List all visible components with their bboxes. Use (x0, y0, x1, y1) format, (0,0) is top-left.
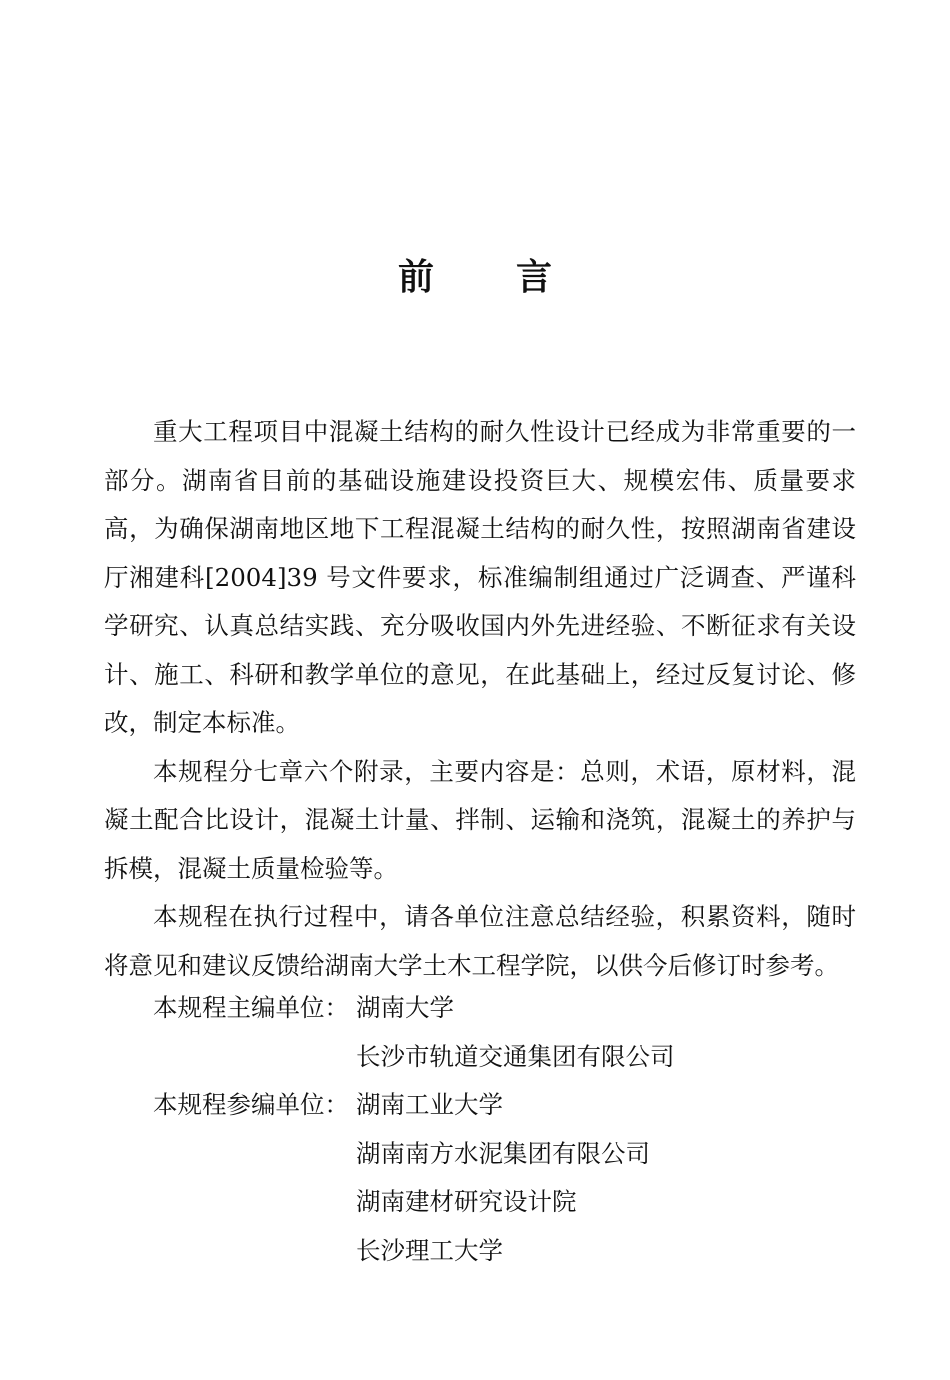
paragraph-contents: 本规程分七章六个附录，主要内容是：总则，术语，原材料，混凝土配合比设计，混凝土计量、拌制、运输和浇筑，混凝土的养护与拆模，混凝土质量检验等。 (104, 756, 856, 883)
co-editor-unit: 长沙理工大学 (356, 1235, 503, 1265)
chief-editor-label: 本规程主编单位： (153, 993, 349, 1022)
co-editor-unit: 湖南建材研究设计院 (356, 1187, 577, 1216)
paragraph-feedback: 本规程在执行过程中，请各单位注意总结经验，积累资料，随时将意见和建议反馈给湖南大学土木工程学院，以供今后修订时参考。 (104, 902, 856, 980)
editing-units (104, 984, 856, 1275)
co-editor-unit: 湖南工业大学 (356, 1090, 503, 1119)
page-title (0, 250, 950, 306)
chief-editor-list (356, 984, 675, 1081)
chief-editor-unit: 长沙市轨道交通集团有限公司 (356, 1041, 675, 1071)
page-title-char-2: 言 (516, 257, 553, 299)
page-title-char-1: 前 (397, 257, 434, 299)
co-editor-label: 本规程参编单位： (153, 1090, 349, 1119)
co-editor-unit: 湖南南方水泥集团有限公司 (356, 1138, 650, 1168)
paragraph-background: 重大工程项目中混凝土结构的耐久性设计已经成为非常重要的一部分。湖南省目前的基础设施建设投资巨大、规模宏伟、质量要求高，为确保湖南地区地下工程混凝土结构的耐久性，按照湖南省建设厅湘建科[2004]39 号文件要求，标准编制组通过广泛调查、严谨科学研究、认真总结实践、充分吸收国内外先进经验、不断征求有关设计、施工、科研和教学单位的意见，在此基础上，经过反复讨论、修改，制定本标准。 (104, 417, 856, 737)
chief-editor-units (104, 984, 856, 1081)
preface-body (104, 408, 856, 990)
co-editor-list (356, 1081, 650, 1275)
co-editor-units (104, 1081, 856, 1275)
chief-editor-unit: 湖南大学 (356, 993, 454, 1022)
